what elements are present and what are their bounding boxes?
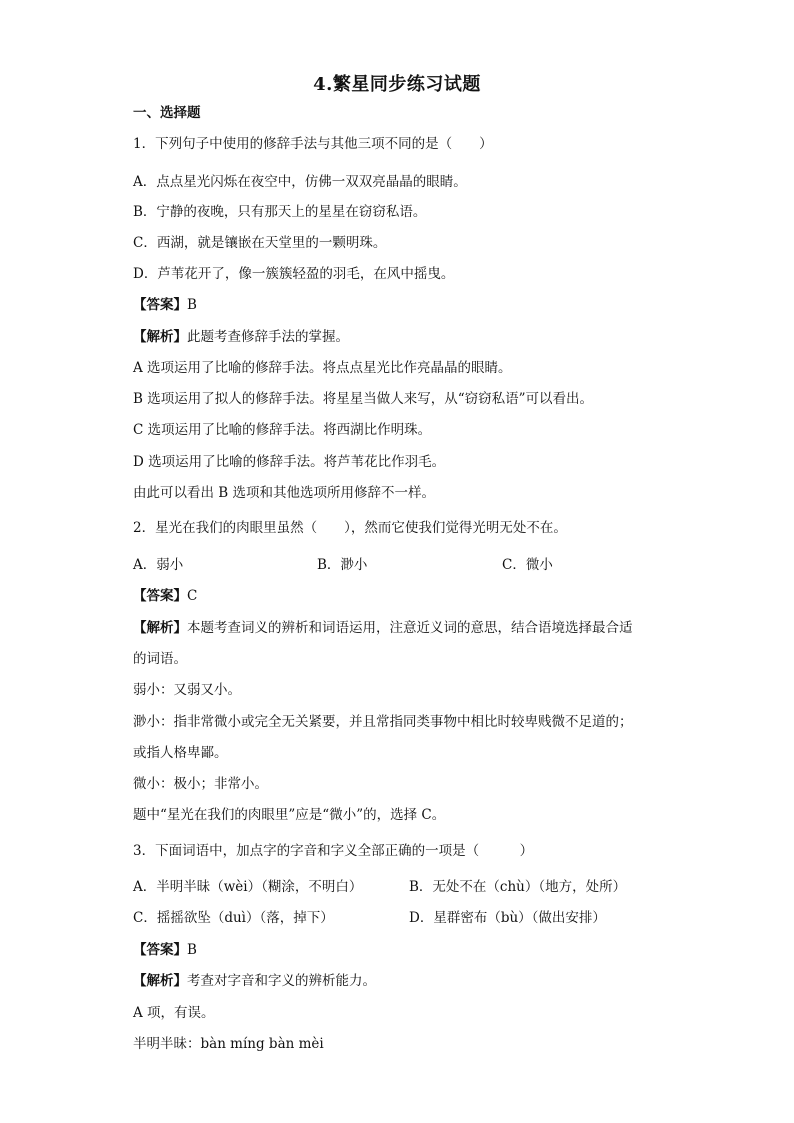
q3-options-row-2	[133, 909, 693, 927]
q1-analysis-line: C 选项运用了比喻的修辞手法。将西湖比作明珠。	[133, 422, 432, 438]
q3-option-b: B．无处不在（chù）（地方，处所）	[409, 879, 627, 895]
q2-option-c: C．微小	[502, 557, 553, 573]
question-1-stem: 1．下列句子中使用的修辞手法与其他三项不同的是（ ）	[133, 136, 493, 152]
analysis-text: 此题考查修辞手法的掌握。	[187, 329, 349, 345]
q1-analysis-line: B 选项运用了拟人的修辞手法。将星星当做人来写，从“窃窃私语”可以看出。	[133, 391, 594, 407]
q1-option-c: C．西湖，就是镶嵌在天堂里的一颗明珠。	[133, 235, 387, 251]
q2-analysis-line: 题中“星光在我们的肉眼里”应是“微小”的，选择 C。	[133, 807, 446, 823]
analysis-tag: 【解析】	[133, 973, 187, 989]
answer-tag: 【答案】	[133, 942, 187, 958]
q1-option-d: D．芦苇花开了，像一簇簇轻盈的羽毛，在风中摇曳。	[133, 266, 455, 282]
analysis-text: 本题考查词义的辨析和词语运用，注意近义词的意思，结合语境选择最合适	[187, 620, 633, 636]
doc-title: 4.繁星同步练习试题	[313, 74, 481, 95]
q2-analysis-line: 的词语。	[133, 651, 187, 667]
q3-answer	[133, 941, 197, 959]
question-3-stem: 3．下面词语中，加点字的字音和字义全部正确的一项是（ ）	[133, 843, 534, 859]
q2-analysis-line: 或指人格卑鄙。	[133, 745, 228, 761]
q2-option-a: A．弱小	[133, 557, 184, 573]
answer-value: C	[187, 588, 198, 604]
q2-answer	[133, 587, 197, 605]
q2-option-b: B．渺小	[317, 557, 368, 573]
q1-answer	[133, 296, 197, 314]
analysis-tag: 【解析】	[133, 329, 187, 345]
answer-tag: 【答案】	[133, 588, 187, 604]
q3-analysis-line: 半明半昧：bàn míng bàn mèi	[133, 1036, 324, 1052]
q3-analysis-line: A 项，有误。	[133, 1005, 215, 1021]
question-2-stem: 2．星光在我们的肉眼里虽然（ ），然而它使我们觉得光明无处不在。	[133, 520, 567, 536]
answer-value: B	[187, 942, 197, 958]
q3-option-d: D．星群密布（bù）（做出安排）	[409, 910, 606, 926]
q1-option-b: B．宁静的夜晚，只有那天上的星星在窃窃私语。	[133, 204, 427, 220]
q1-analysis-line: 由此可以看出 B 选项和其他选项所用修辞不一样。	[133, 485, 436, 501]
analysis-text: 考查对字音和字义的辨析能力。	[187, 973, 376, 989]
analysis-tag: 【解析】	[133, 620, 187, 636]
q3-options-row-1	[133, 878, 693, 896]
q2-analysis-line: 渺小：指非常微小或完全无关紧要，并且常指同类事物中相比时较卑贱微不足道的；	[133, 714, 633, 730]
q1-option-a: A．点点星光闪烁在夜空中，仿佛一双双亮晶晶的眼睛。	[133, 174, 467, 190]
q2-analysis-line: 弱小：又弱又小。	[133, 682, 241, 698]
q1-analysis-line: A 选项运用了比喻的修辞手法。将点点星光比作亮晶晶的眼睛。	[133, 360, 512, 376]
q2-analysis-line: 微小：极小；非常小。	[133, 776, 268, 792]
q2-analysis	[133, 619, 633, 637]
q3-option-a: A．半明半昧（wèi）（糊涂，不明白）	[133, 879, 363, 895]
q1-analysis-line: D 选项运用了比喻的修辞手法。将芦苇花比作羽毛。	[133, 454, 446, 470]
answer-value: B	[187, 297, 197, 313]
q2-options-row	[133, 556, 693, 574]
q3-analysis	[133, 972, 376, 990]
answer-tag: 【答案】	[133, 297, 187, 313]
q3-option-c: C．摇摇欲坠（duì）（落，掉下）	[133, 910, 334, 926]
section-heading: 一、选择题	[133, 105, 201, 121]
q1-analysis	[133, 328, 349, 346]
